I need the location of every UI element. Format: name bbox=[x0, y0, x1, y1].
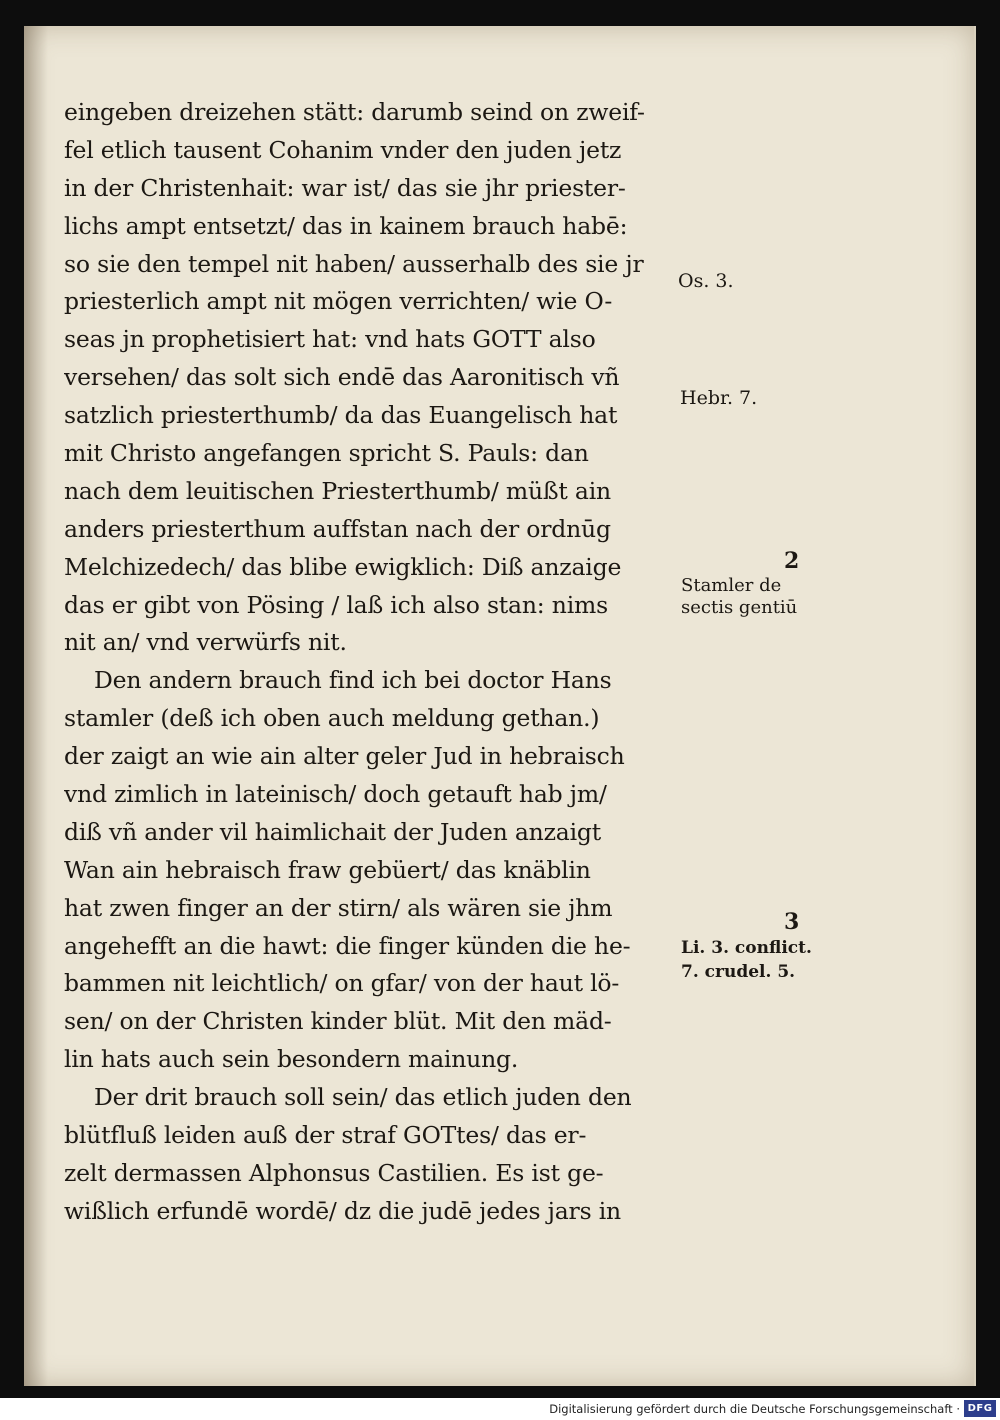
margin-note-alphonsus-line: 7. crudel. 5. bbox=[681, 962, 796, 982]
margin-note-stamler bbox=[681, 575, 797, 619]
margin-number-2: 2 bbox=[784, 548, 800, 574]
text-line: angehefft an die hawt: die finger künden die he- bbox=[64, 931, 631, 960]
text-line: vnd zimlich in lateinisch/ doch getauft hab jm/ bbox=[64, 780, 607, 809]
text-line: Wan ain hebraisch fraw gebüert/ das knäblin bbox=[64, 855, 591, 884]
text-line: nit an/ vnd verwürfs nit. bbox=[64, 628, 347, 657]
text-line: zelt dermassen Alphonsus Castilien. Es ist ge- bbox=[64, 1158, 604, 1187]
text-line: wißlich erfundē wordē/ dz die judē jedes jars in bbox=[64, 1196, 621, 1225]
text-line: fel etlich tausent Cohanim vnder den juden jetz bbox=[64, 135, 622, 164]
text-line: mit Christo angefangen spricht S. Pauls: dan bbox=[64, 439, 589, 468]
text-line: lichs ampt entsetzt/ das in kainem brauch habē: bbox=[64, 211, 628, 240]
margin-note-alphonsus bbox=[681, 936, 812, 984]
text-line: der zaigt an wie ain alter geler Jud in hebraisch bbox=[64, 742, 625, 771]
text-line: nach dem leuitischen Priesterthumb/ müßt ain bbox=[64, 476, 611, 505]
text-line: eingeben dreizehen stätt: darumb seind on zweif- bbox=[64, 98, 645, 126]
text-line: versehen/ das solt sich endē das Aaronitisch vñ bbox=[64, 363, 620, 392]
paragraph-start-line: Den andern brauch find ich bei doctor Hans bbox=[94, 666, 612, 695]
text-line: anders priesterthum auffstan nach der ordnūg bbox=[64, 514, 611, 543]
margin-note-hebr: Hebr. 7. bbox=[680, 387, 758, 409]
margin-note-os: Os. 3. bbox=[678, 270, 734, 292]
text-line: blütfluß leiden auß der straf GOTtes/ das er- bbox=[64, 1121, 587, 1150]
text-line: bammen nit leichtlich/ on gfar/ von der haut lö- bbox=[64, 969, 620, 998]
text-line: satzlich priesterthumb/ da das Euangelisch hat bbox=[64, 401, 618, 430]
text-line: Melchizedech/ das blibe ewigklich: Diß anzaige bbox=[64, 552, 622, 581]
margin-note-stamler-line: sectis gentiū bbox=[681, 597, 798, 618]
margin-note-alphonsus-line: Li. 3. conflict. bbox=[681, 938, 812, 958]
text-line: seas jn prophetisiert hat: vnd hats GOTT also bbox=[64, 325, 596, 354]
book-page bbox=[24, 26, 976, 1386]
digitization-footer bbox=[0, 1398, 1000, 1420]
text-line: sen/ on der Christen kinder blüt. Mit den mäd- bbox=[64, 1007, 612, 1036]
text-line: diß vñ ander vil haimlichait der Juden anzaigt bbox=[64, 817, 602, 846]
text-line: lin hats auch sein besondern mainung. bbox=[64, 1045, 519, 1074]
paragraph-start-line: Der drit brauch soll sein/ das etlich juden den bbox=[94, 1083, 632, 1112]
text-line: das er gibt von Pösing / laß ich also stan: nims bbox=[64, 590, 608, 619]
body-text-column bbox=[64, 94, 704, 1231]
dfg-logo: DFG bbox=[964, 1400, 996, 1417]
text-line: in der Christenhait: war ist/ das sie jhr priester- bbox=[64, 173, 626, 202]
footer-credit-text: Digitalisierung gefördert durch die Deutsche Forschungsgemeinschaft · bbox=[549, 1402, 960, 1416]
text-line: so sie den tempel nit haben/ ausserhalb des sie jr bbox=[64, 249, 644, 278]
text-line: priesterlich ampt nit mögen verrichten/ wie O- bbox=[64, 287, 613, 316]
text-line: hat zwen finger an der stirn/ als wären sie jhm bbox=[64, 893, 613, 922]
margin-number-3: 3 bbox=[784, 909, 800, 935]
gutter-shadow bbox=[24, 26, 48, 1386]
text-line: stamler (deß ich oben auch meldung gethan.) bbox=[64, 704, 600, 733]
margin-note-stamler-line: Stamler de bbox=[681, 575, 782, 596]
